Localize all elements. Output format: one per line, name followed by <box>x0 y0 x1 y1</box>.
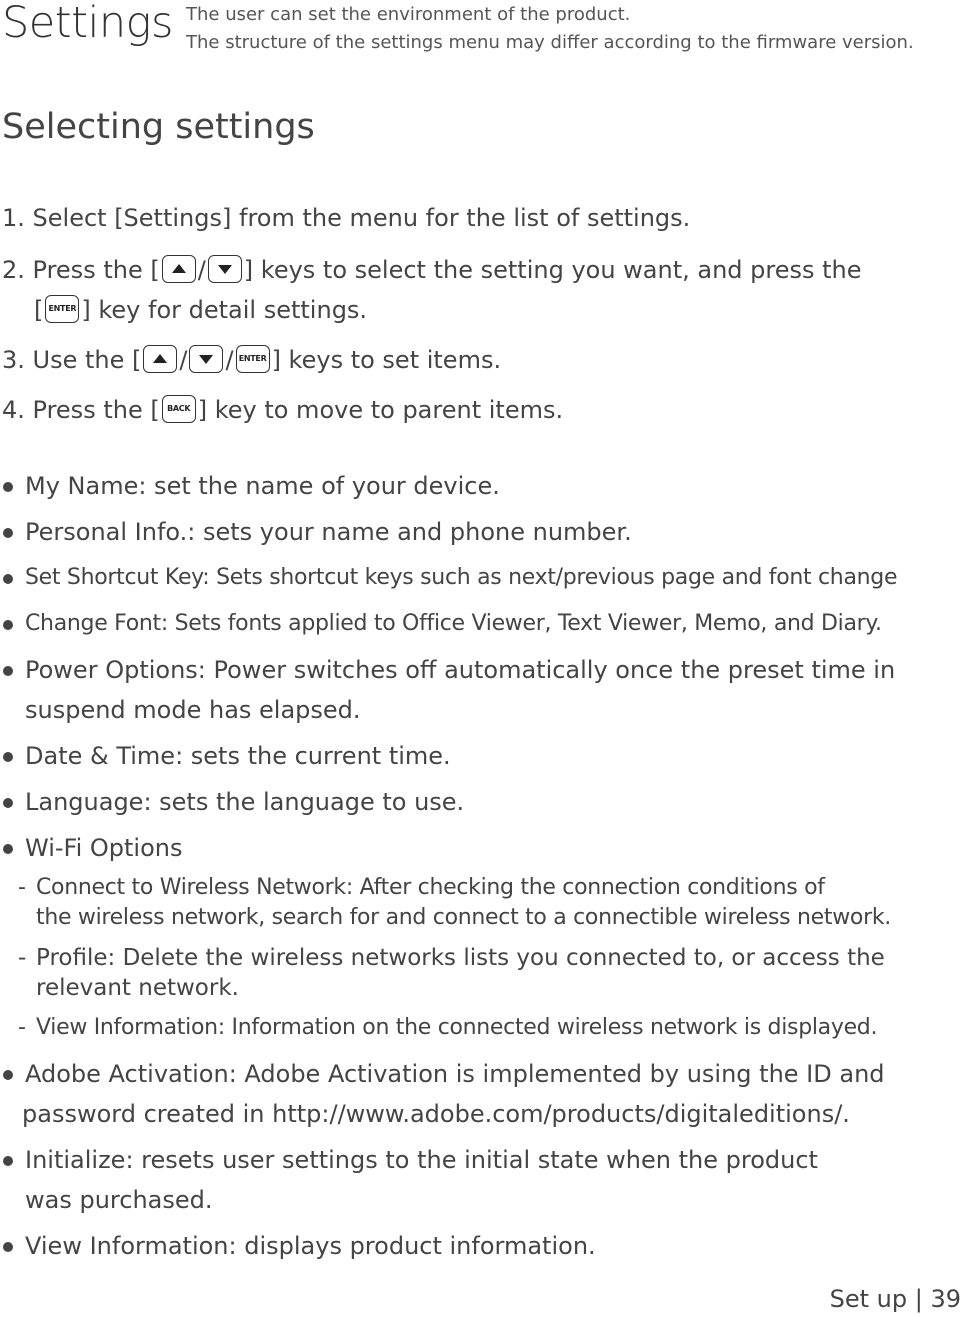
list-item: View Information: displays product information. <box>0 1226 596 1266</box>
list-item: Adobe Activation: Adobe Activation is implemented by using the ID and password created in http://www.adobe.com/products/digitaleditions/. <box>0 1054 885 1134</box>
bullet-dot <box>3 1070 13 1080</box>
bullet-dot <box>3 574 13 584</box>
key-separator: / <box>179 346 188 374</box>
up-arrow-icon <box>153 354 167 363</box>
page-title: Settings <box>2 0 173 48</box>
page-footer: Set up | 39 <box>829 1285 961 1313</box>
list-item: Power Options: Power switches off automatically once the preset time in suspend mode has elapsed. <box>0 650 895 730</box>
section-title: Selecting settings <box>2 107 315 147</box>
list-item: Wi-Fi Options <box>0 828 183 868</box>
enter-key: ENTER <box>236 345 270 373</box>
bullet-dot <box>3 798 13 808</box>
bullet-dot <box>3 844 13 854</box>
bullet-dot <box>3 1242 13 1252</box>
step-2 <box>2 250 862 330</box>
page-description <box>186 1 914 57</box>
wifi-sub-item: - Connect to Wireless Network: After checking the connection conditions of the wireless network, search for and connect to a connectible wireless network. <box>18 875 891 930</box>
key-separator: / <box>225 346 234 374</box>
wifi-sub-item: - Profile: Delete the wireless networks lists you connected to, or access the relevant network. <box>18 945 885 1001</box>
wifi-sub-item: - View Information: Information on the connected wireless network is displayed. <box>18 1015 878 1040</box>
back-key: BACK <box>162 395 196 423</box>
step-3-text-a: 3. Use the [ <box>2 346 142 374</box>
step-4 <box>2 390 563 430</box>
step-4-text-b: ] key to move to parent items. <box>197 396 564 424</box>
step-2-continuation <box>2 290 862 330</box>
up-arrow-icon <box>172 264 186 273</box>
down-key <box>189 345 223 373</box>
list-item: Language: sets the language to use. <box>0 782 464 822</box>
up-key <box>143 345 177 373</box>
step-1: 1. Select [Settings] from the menu for the list of settings. <box>2 204 691 232</box>
step-2-text-d: ] key for detail settings. <box>81 296 368 324</box>
list-item: Initialize: resets user settings to the initial state when the product was purchased. <box>0 1140 818 1220</box>
down-arrow-icon <box>199 355 213 364</box>
bullet-dot <box>3 752 13 762</box>
up-key <box>162 255 196 283</box>
description-line-1: The user can set the environment of the product. <box>186 4 631 25</box>
list-item: Change Font: Sets fonts applied to Office Viewer, Text Viewer, Memo, and Diary. <box>0 604 882 644</box>
step-4-text-a: 4. Press the [ <box>2 396 160 424</box>
bullet-dot <box>3 1156 13 1166</box>
enter-key: ENTER <box>45 295 79 323</box>
list-item: Date & Time: sets the current time. <box>0 736 451 776</box>
step-3 <box>2 340 501 380</box>
key-separator: / <box>197 256 206 284</box>
bullet-dot <box>3 528 13 538</box>
list-item: Set Shortcut Key: Sets shortcut keys such as next/previous page and font change <box>0 558 897 598</box>
list-item: My Name: set the name of your device. <box>0 466 500 506</box>
description-line-2: The structure of the settings menu may differ according to the firmware version. <box>186 32 914 53</box>
bullet-dot <box>3 666 13 676</box>
down-arrow-icon <box>218 265 232 274</box>
step-3-text-b: ] keys to set items. <box>271 346 502 374</box>
bullet-dot <box>3 482 13 492</box>
down-key <box>208 255 242 283</box>
step-2-text-a: 2. Press the [ <box>2 256 160 284</box>
step-2-text-b: ] keys to select the setting you want, and press the <box>243 256 862 284</box>
step-2-text-c: [ <box>34 296 44 324</box>
bullet-dot <box>3 620 13 630</box>
list-item: Personal Info.: sets your name and phone number. <box>0 512 632 552</box>
